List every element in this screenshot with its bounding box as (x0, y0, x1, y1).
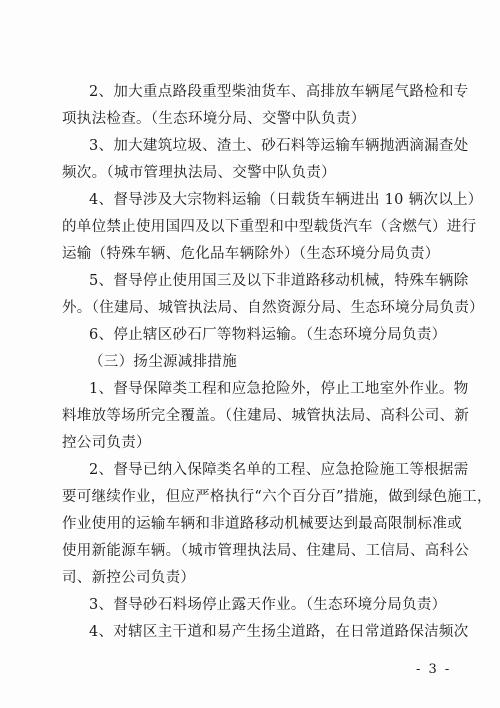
text-line: 3、加大建筑垃圾、渣土、砂石料等运输车辆抛洒滴漏查处 (89, 138, 469, 154)
text-line: 2、加大重点路段重型柴油货车、高排放车辆尾气路检和专 (89, 84, 469, 100)
text-line: 司、新控公司负责） (62, 570, 196, 586)
text-line: 运输（特殊车辆、危化品车辆除外）（生态环境分局负责） (62, 246, 440, 262)
text-line: 外。（住建局、城管执法局、自然资源分局、生态环境分局负责） (62, 300, 484, 316)
text-line: 作业使用的运输车辆和非道路移动机械要达到最高限制标准或 (62, 516, 462, 532)
text-line: 2、督导已纳入保障类名单的工程、应急抢险施工等根据需 (89, 462, 469, 478)
text-line: 料堆放等场所完全覆盖。（住建局、城管执法局、高科公司、新 (62, 408, 470, 424)
text-line: 控公司负责） (62, 435, 151, 451)
text-line: 1、督导保障类工程和应急抢险外，停止工地室外作业。物 (89, 381, 469, 397)
text-line: 要可继续作业，但应严格执行“六个百分百”措施，做到绿色施工， (62, 489, 492, 505)
text-line: 3、督导砂石料场停止露天作业。（生态环境分局负责） (89, 597, 447, 613)
page-number: - 3 - (416, 662, 452, 677)
text-line: 的单位禁止使用国四及以下重型和中型载货汽车（含燃气）进行 (62, 219, 477, 235)
section-heading: （三）扬尘源减排措施 (89, 354, 237, 370)
text-line: 4、督导涉及大宗物料运输（日载货车辆进出 10 辆次以上） (89, 192, 483, 208)
text-line: 项执法检查。（生态环境分局、交警中队负责） (62, 111, 366, 127)
text-line: 4、对辖区主干道和易产生扬尘道路，在日常道路保洁频次 (89, 624, 469, 640)
text-line: 频次。（城市管理执法局、交警中队负责） (62, 165, 336, 181)
text-line: 6、停止辖区砂石厂等物料运输。（生态环境分局负责） (89, 327, 447, 343)
text-line: 5、督导停止使用国三及以下非道路移动机械，特殊车辆除 (89, 273, 469, 289)
text-line: 使用新能源车辆。（城市管理执法局、住建局、工信局、高科公 (62, 543, 470, 559)
